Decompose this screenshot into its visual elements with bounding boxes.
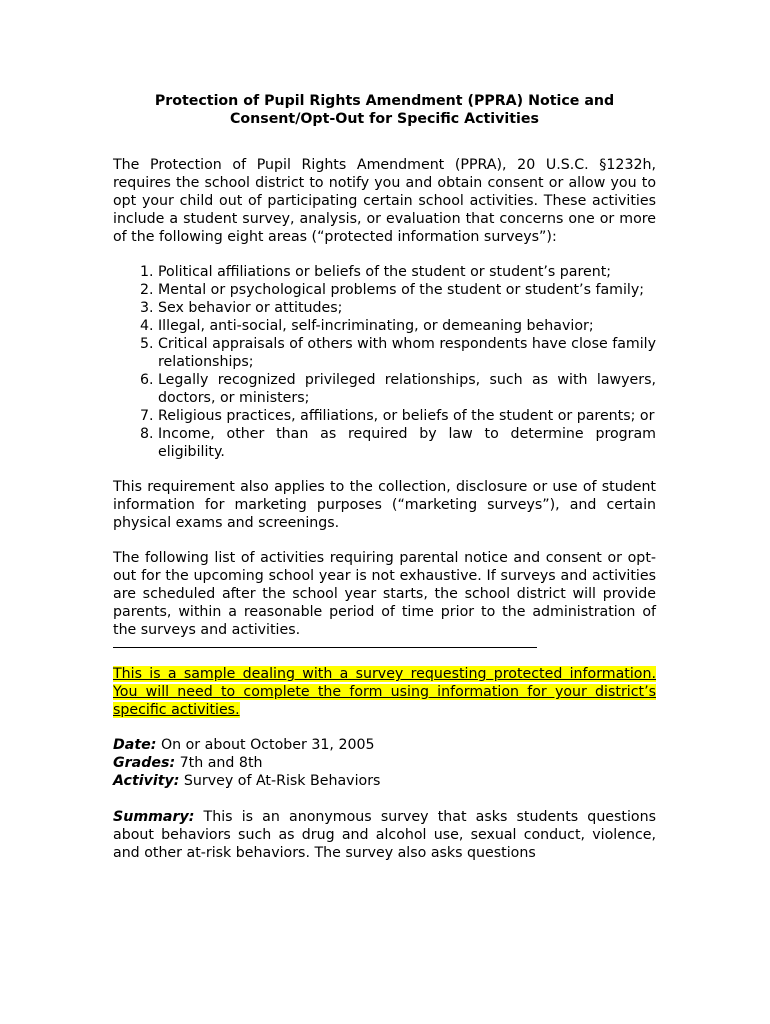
horizontal-divider: [113, 647, 537, 648]
grades-value: 7th and 8th: [175, 755, 263, 771]
grades-label: Grades:: [113, 755, 176, 771]
date-value: On or about October 31, 2005: [156, 737, 375, 753]
list-item: 7. Religious practices, affiliations, or beliefs of the student or parents; or: [158, 407, 656, 425]
list-item: 2. Mental or psychological problems of the student or student’s family;: [158, 281, 656, 299]
activity-details: [113, 736, 656, 790]
summary-label: Summary:: [113, 809, 195, 825]
document-page: [113, 92, 656, 862]
date-label: Date:: [113, 737, 157, 753]
title-line-1: Protection of Pupil Rights Amendment (PPRA) Notice and: [154, 93, 615, 109]
list-item: 4. Illegal, anti-social, self-incriminating, or demeaning behavior;: [158, 317, 656, 335]
list-item: 6. Legally recognized privileged relationships, such as with lawyers, doctors, or ministers;: [158, 371, 656, 407]
date-line: [113, 736, 656, 754]
list-item: 8. Income, other than as required by law to determine program eligibility.: [158, 425, 656, 461]
summary-paragraph: [113, 808, 656, 862]
activity-value: Survey of At-Risk Behaviors: [179, 773, 381, 789]
intro-paragraph: The Protection of Pupil Rights Amendment (PPRA), 20 U.S.C. §1232h, requires the school district to notify you and obtain consent or allow you to opt your child out of participating certain school activities. These activities include a student survey, analysis, or evaluation that concerns one or more of the following eight areas (“protected information surveys”):: [113, 157, 656, 245]
activities-paragraph: The following list of activities requiring parental notice and consent or opt-out for the upcoming school year is not exhaustive. If surveys and activities are scheduled after the school year starts, the school district will provide parents, within a reasonable period of time prior to the administration of the surveys and activities.: [113, 550, 656, 638]
title-line-2: Consent/Opt-Out for Specific Activities: [229, 111, 539, 127]
sample-note-highlight: This is a sample dealing with a survey requesting protected information. You will need to complete the form using information for your district’s specific activities.: [113, 666, 656, 718]
activity-line: [113, 772, 656, 790]
list-item: 3. Sex behavior or attitudes;: [158, 299, 656, 317]
sample-note-paragraph: [113, 665, 656, 719]
list-item: 1. Political affiliations or beliefs of the student or student’s parent;: [158, 263, 656, 281]
list-item: 5. Critical appraisals of others with whom respondents have close family relationships;: [158, 335, 656, 371]
summary-text: This is an anonymous survey that asks students questions about behaviors such as drug and alcohol use, sexual conduct, violence, and other at-risk behaviors. The survey also asks questions: [113, 809, 656, 861]
document-title: [113, 92, 656, 128]
requirement-paragraph: This requirement also applies to the collection, disclosure or use of student information for marketing purposes (“marketing surveys”), and certain physical exams and screenings.: [113, 479, 656, 531]
activity-label: Activity:: [113, 773, 180, 789]
protected-areas-list: [113, 263, 656, 461]
grades-line: [113, 754, 656, 772]
